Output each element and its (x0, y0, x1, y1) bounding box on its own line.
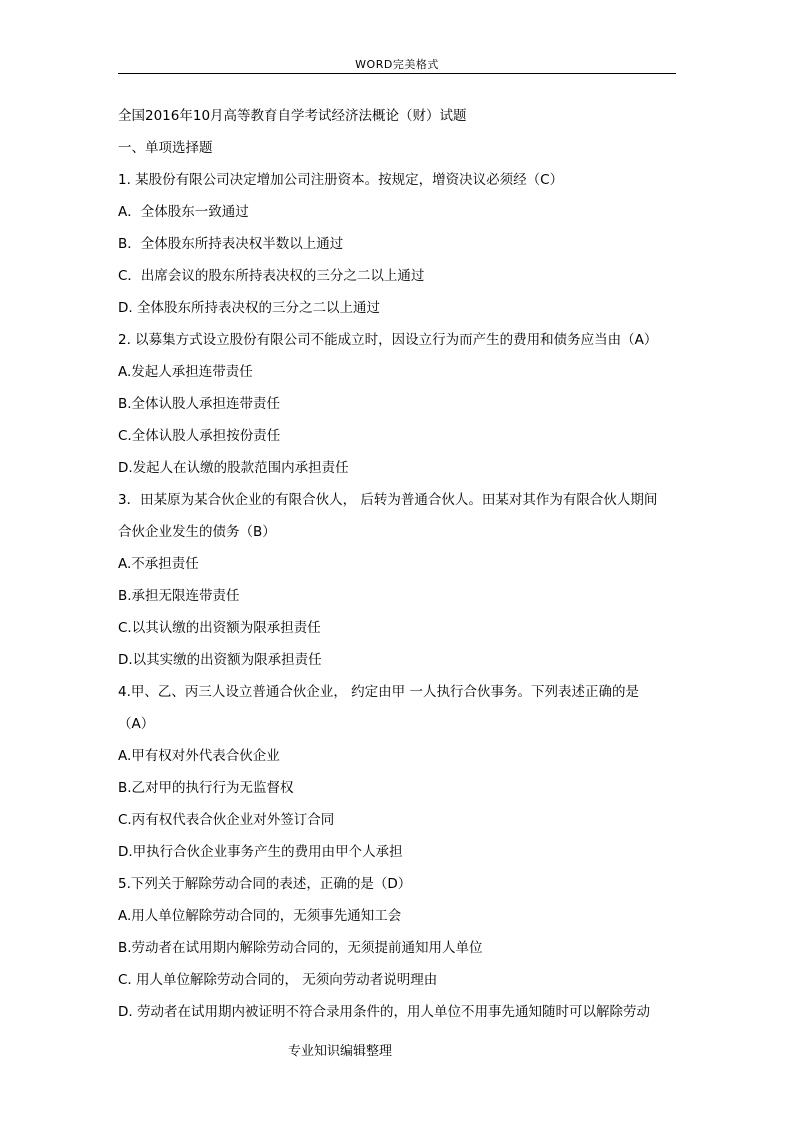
document-title: 全国2016年10月高等教育自学考试经济法概论（财）试题 (118, 108, 467, 124)
question-5-option-c: C. 用人单位解除劳动合同的， 无须向劳动者说明理由 (118, 972, 438, 988)
question-2: 2. 以募集方式设立股份有限公司不能成立时，因设立行为而产生的费用和债务应当由（A） (118, 332, 658, 348)
question-3-option-a: A.不承担责任 (118, 556, 199, 572)
section-heading: 一、单项选择题 (118, 140, 213, 156)
question-3-continued: 合伙企业发生的债务（B） (118, 524, 276, 540)
question-2-option-b: B.全体认股人承担连带责任 (118, 396, 281, 412)
question-5-option-a: A.用人单位解除劳动合同的，无须事先通知工会 (118, 908, 402, 924)
question-1: 1. 某股份有限公司决定增加公司注册资本。按规定，增资决议必须经（C） (118, 172, 564, 188)
question-5-option-b: B.劳动者在试用期内解除劳动合同的，无须提前通知用人单位 (118, 940, 483, 956)
page-header: WORD完美格式 (355, 58, 439, 71)
question-4-option-b: B.乙对甲的执行行为无监督权 (118, 780, 294, 796)
question-5: 5.下列关于解除劳动合同的表述，正确的是（D） (118, 876, 412, 892)
page-footer: 专业知识编辑整理 (288, 1044, 393, 1059)
question-5-option-d: D. 劳动者在试用期内被证明不符合录用条件的，用人单位不用事先通知随时可以解除劳动 (118, 1004, 650, 1020)
question-4-option-c: C.丙有权代表合伙企业对外签订合同 (118, 812, 335, 828)
question-2-option-c: C.全体认股人承担按份责任 (118, 428, 281, 444)
question-1-option-a: A．全体股东一致通过 (118, 204, 249, 220)
question-4-continued: （A） (118, 716, 155, 732)
question-3-option-d: D.以其实缴的出资额为限承担责任 (118, 652, 322, 668)
question-2-option-a: A.发起人承担连带责任 (118, 364, 253, 380)
question-3-option-b: B.承担无限连带责任 (118, 588, 240, 604)
question-4: 4.甲、乙、丙三人设立普通合伙企业， 约定由甲 一人执行合伙事务。下列表述正确的是 (118, 684, 639, 700)
question-4-option-d: D.甲执行合伙企业事务产生的费用由甲个人承担 (118, 844, 403, 860)
question-1-option-c: C．出席会议的股东所持表决权的三分之二以上通过 (118, 268, 425, 284)
question-4-option-a: A.甲有权对外代表合伙企业 (118, 748, 280, 764)
document-body (118, 100, 678, 1028)
question-1-option-d: D. 全体股东所持表决权的三分之二以上通过 (118, 300, 380, 316)
question-3-option-c: C.以其认缴的出资额为限承担责任 (118, 620, 321, 636)
question-2-option-d: D.发起人在认缴的股款范围内承担责任 (118, 460, 349, 476)
question-1-option-b: B．全体股东所持表决权半数以上通过 (118, 236, 344, 252)
question-3: 3．田某原为某合伙企业的有限合伙人， 后转为普通合伙人。田某对其作为有限合伙人期间 (118, 492, 658, 508)
header-divider (118, 73, 676, 74)
